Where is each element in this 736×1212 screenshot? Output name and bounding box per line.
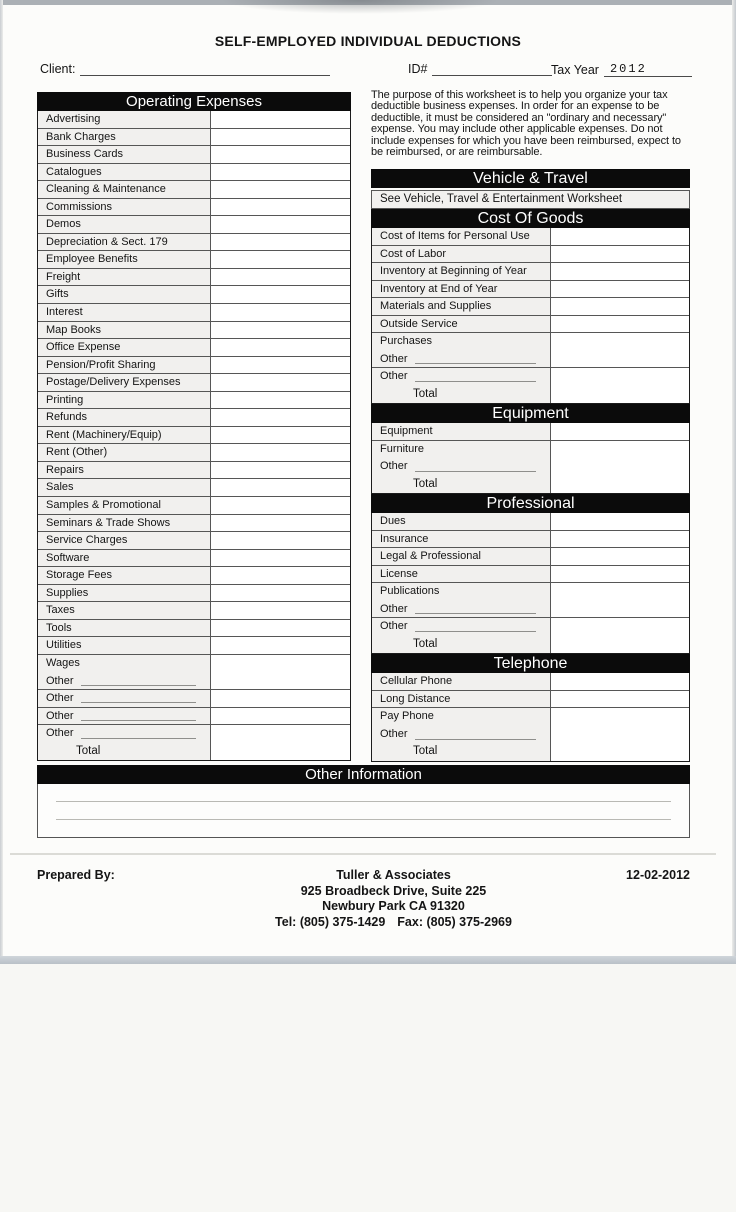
expense-label: Postage/Delivery Expenses <box>38 374 211 391</box>
expense-label: Utilities <box>38 637 211 654</box>
cost-of-goods-amount-cell[interactable] <box>551 298 689 315</box>
preparer-block <box>207 868 580 930</box>
expense-label: Catalogues <box>38 164 211 181</box>
equipment-label: Equipment <box>372 423 551 440</box>
other-label: Other <box>46 709 74 722</box>
professional-label: Insurance <box>372 531 551 548</box>
professional-label: Dues <box>372 513 551 530</box>
professional-amount-cell[interactable] <box>551 513 689 530</box>
expense-row <box>38 567 350 585</box>
expense-amount-cell[interactable] <box>211 374 350 391</box>
equipment-row <box>372 423 689 441</box>
intro-paragraph: The purpose of this worksheet is to help you organize your tax deductible business expenses. In order for an expense to be deductible, it must be considered an "ordinary and necessary" expense. You may include other applicable expenses. Do not include expenses for which you have been reimbursed, expect to be reimbursed, or are reimbursable. <box>371 89 681 159</box>
other-label: Other <box>380 620 408 632</box>
expense-row <box>38 427 350 445</box>
expense-label: Pension/Profit Sharing <box>38 357 211 374</box>
expense-label: Advertising <box>38 111 211 128</box>
professional-amount-cell[interactable] <box>551 566 689 583</box>
equipment-header: Equipment <box>371 404 690 423</box>
expense-label: Taxes <box>38 602 211 619</box>
cost-of-goods-label: Materials and Supplies <box>372 298 551 315</box>
cost-of-goods-other-row <box>372 351 689 369</box>
total-amount-cell[interactable] <box>551 476 689 494</box>
expense-amount-cell[interactable] <box>211 690 350 707</box>
expense-row <box>38 515 350 533</box>
other-information-writein-line[interactable] <box>56 801 671 802</box>
operating-expenses-header: Operating Expenses <box>37 92 351 111</box>
other-label: Other <box>380 460 408 472</box>
expense-amount-cell[interactable] <box>211 286 350 303</box>
expense-amount-cell[interactable] <box>211 550 350 567</box>
expense-amount-cell[interactable] <box>211 497 350 514</box>
expense-amount-cell[interactable] <box>211 392 350 409</box>
expense-row <box>38 444 350 462</box>
cost-of-goods-row <box>372 298 689 316</box>
scan-shadow-artifact <box>180 0 540 20</box>
expense-amount-cell[interactable] <box>211 532 350 549</box>
expense-label: Interest <box>38 304 211 321</box>
other-information-header: Other Information <box>37 765 690 784</box>
operating-expenses-section <box>37 92 351 761</box>
professional-amount-cell[interactable] <box>551 601 689 618</box>
professional-row <box>372 531 689 549</box>
expense-amount-cell[interactable] <box>211 322 350 339</box>
expense-amount-cell[interactable] <box>211 181 350 198</box>
expense-row <box>38 304 350 322</box>
expense-label: Office Expense <box>38 339 211 356</box>
cost-of-goods-other-row <box>372 368 689 386</box>
expense-label: Demos <box>38 216 211 233</box>
other-writein-line[interactable] <box>81 674 196 686</box>
cost-of-goods-table <box>371 228 690 404</box>
expense-label: Wages <box>38 655 211 673</box>
expense-amount-cell[interactable] <box>211 111 350 128</box>
expense-label: Map Books <box>38 322 211 339</box>
expense-row <box>38 251 350 269</box>
scan-fold-line <box>10 853 716 855</box>
telephone-label: Pay Phone <box>372 708 551 726</box>
professional-table <box>371 513 690 654</box>
other-writein-line[interactable] <box>81 691 196 703</box>
other-label: Other <box>46 727 74 740</box>
expense-label: Freight <box>38 269 211 286</box>
telephone-row <box>372 691 689 709</box>
professional-other-row <box>372 618 689 636</box>
equipment-row <box>372 441 689 459</box>
other-label: Other <box>380 352 408 365</box>
cost-of-goods-label: Cost of Items for Personal Use <box>372 228 551 245</box>
expense-amount-cell[interactable] <box>211 479 350 496</box>
tax-year-field <box>551 62 692 77</box>
expense-amount-cell[interactable] <box>211 146 350 163</box>
firm-name: Tuller & Associates <box>336 868 451 882</box>
equipment-total-row <box>372 476 689 494</box>
telephone-header: Telephone <box>371 654 690 673</box>
cost-of-goods-label: Purchases <box>372 333 551 351</box>
telephone-amount-cell[interactable] <box>551 691 689 708</box>
expense-amount-cell[interactable] <box>211 515 350 532</box>
professional-amount-cell[interactable] <box>551 583 689 601</box>
expense-label: Storage Fees <box>38 567 211 584</box>
expense-label: Employee Benefits <box>38 251 211 268</box>
prepared-date: 12-02-2012 <box>626 868 690 882</box>
firm-phone-line <box>207 915 580 931</box>
other-writein-line[interactable] <box>415 619 536 632</box>
other-label: Other <box>380 727 408 740</box>
scan-edge-bottom <box>0 956 736 964</box>
expense-label: Supplies <box>38 585 211 602</box>
firm-address-line1: 925 Broadbeck Drive, Suite 225 <box>300 883 487 898</box>
expense-amount-cell[interactable] <box>211 427 350 444</box>
prepared-by-label: Prepared By: <box>37 868 115 882</box>
cost-of-goods-amount-cell[interactable] <box>551 228 689 245</box>
expense-label: Refunds <box>38 409 211 426</box>
cost-of-goods-amount-cell[interactable] <box>551 368 689 386</box>
expense-row <box>38 164 350 182</box>
expense-label: Cleaning & Maintenance <box>38 181 211 198</box>
cost-of-goods-amount-cell[interactable] <box>551 246 689 263</box>
cost-of-goods-label: Cost of Labor <box>372 246 551 263</box>
firm-fax: Fax: (805) 375-2969 <box>397 914 512 929</box>
cost-of-goods-label: Outside Service <box>372 316 551 333</box>
other-information-writein-line[interactable] <box>56 819 671 820</box>
other-label: Other <box>46 692 74 705</box>
professional-header: Professional <box>371 494 690 513</box>
expense-label: Commissions <box>38 199 211 216</box>
expense-row <box>38 216 350 234</box>
cost-of-goods-row <box>372 246 689 264</box>
professional-row <box>372 566 689 584</box>
expense-label: Rent (Machinery/Equip) <box>38 427 211 444</box>
right-column <box>371 90 690 762</box>
telephone-amount-cell[interactable] <box>551 673 689 690</box>
total-amount-cell[interactable] <box>551 636 689 654</box>
expense-amount-cell[interactable] <box>211 673 350 690</box>
expense-row <box>38 111 350 129</box>
professional-other-row <box>372 601 689 619</box>
expense-label: Bank Charges <box>38 129 211 146</box>
expense-label: Printing <box>38 392 211 409</box>
other-writein-line[interactable] <box>415 369 536 382</box>
total-label: Total <box>372 636 551 654</box>
expense-label: Rent (Other) <box>38 444 211 461</box>
expense-row <box>38 286 350 304</box>
cost-of-goods-row <box>372 228 689 246</box>
total-label: Total <box>372 386 551 404</box>
telephone-amount-cell[interactable] <box>551 726 689 744</box>
professional-amount-cell[interactable] <box>551 531 689 548</box>
expense-row <box>38 532 350 550</box>
vehicle-travel-header: Vehicle & Travel <box>371 169 690 188</box>
equipment-table <box>371 423 690 494</box>
telephone-total-row <box>372 743 689 761</box>
total-label: Total <box>372 743 551 761</box>
expense-label: Service Charges <box>38 532 211 549</box>
expense-label: Software <box>38 550 211 567</box>
cost-of-goods-label: Inventory at End of Year <box>372 281 551 298</box>
expense-row <box>38 234 350 252</box>
expense-row <box>38 269 350 287</box>
other-label: Other <box>46 674 74 687</box>
expense-other-row <box>38 708 350 726</box>
other-label: Other <box>380 602 408 615</box>
scan-edge-left <box>0 0 3 958</box>
expense-total-row <box>38 743 350 761</box>
other-writein-line[interactable] <box>81 726 196 739</box>
client-input-line[interactable] <box>80 62 330 76</box>
expense-amount-cell[interactable] <box>211 269 350 286</box>
total-label: Total <box>38 743 211 761</box>
expense-label: Gifts <box>38 286 211 303</box>
equipment-amount-cell[interactable] <box>551 458 689 476</box>
id-label: ID# <box>408 62 428 76</box>
cost-of-goods-amount-cell[interactable] <box>551 316 689 333</box>
expense-row <box>38 322 350 340</box>
cost-of-goods-row <box>372 281 689 299</box>
equipment-amount-cell[interactable] <box>551 423 689 440</box>
expense-row <box>38 146 350 164</box>
total-label: Total <box>372 476 551 494</box>
other-writein-line[interactable] <box>415 352 536 364</box>
expense-amount-cell[interactable] <box>211 216 350 233</box>
footer <box>37 868 690 930</box>
expense-label: Samples & Promotional <box>38 497 211 514</box>
telephone-row <box>372 673 689 691</box>
cost-of-goods-amount-cell[interactable] <box>551 333 689 351</box>
other-writein-line[interactable] <box>415 727 536 740</box>
expense-amount-cell[interactable] <box>211 251 350 268</box>
expense-other-row <box>38 725 350 743</box>
expense-row <box>38 339 350 357</box>
expense-amount-cell[interactable] <box>211 655 350 673</box>
client-field <box>40 62 330 76</box>
other-writein-line[interactable] <box>415 459 536 472</box>
telephone-label: Cellular Phone <box>372 673 551 690</box>
cost-of-goods-total-row <box>372 386 689 404</box>
form-title: SELF-EMPLOYED INDIVIDUAL DEDUCTIONS <box>214 33 522 49</box>
professional-label: Legal & Professional <box>372 548 551 565</box>
expense-label: Tools <box>38 620 211 637</box>
expense-amount-cell[interactable] <box>211 637 350 654</box>
cost-of-goods-amount-cell[interactable] <box>551 281 689 298</box>
firm-tel: Tel: (805) 375-1429 <box>275 914 386 929</box>
expense-amount-cell[interactable] <box>211 409 350 426</box>
expense-amount-cell[interactable] <box>211 567 350 584</box>
expense-row <box>38 550 350 568</box>
expense-amount-cell[interactable] <box>211 357 350 374</box>
telephone-amount-cell[interactable] <box>551 708 689 726</box>
expense-row <box>38 199 350 217</box>
other-information-section <box>37 765 690 838</box>
cost-of-goods-amount-cell[interactable] <box>551 351 689 368</box>
expense-row <box>38 129 350 147</box>
scan-edge-right <box>732 0 736 958</box>
professional-label: Publications <box>372 583 551 601</box>
expense-label: Business Cards <box>38 146 211 163</box>
cost-of-goods-row <box>372 333 689 351</box>
expense-amount-cell[interactable] <box>211 129 350 146</box>
other-writein-line[interactable] <box>81 709 196 721</box>
professional-amount-cell[interactable] <box>551 618 689 636</box>
cost-of-goods-header: Cost Of Goods <box>371 209 690 228</box>
expense-row <box>38 357 350 375</box>
cost-of-goods-row <box>372 316 689 334</box>
id-field <box>408 62 552 76</box>
cost-of-goods-row <box>372 263 689 281</box>
expense-amount-cell[interactable] <box>211 164 350 181</box>
other-writein-line[interactable] <box>415 602 536 614</box>
expense-amount-cell[interactable] <box>211 602 350 619</box>
telephone-other-row <box>372 726 689 744</box>
professional-row <box>372 513 689 531</box>
expense-row <box>38 462 350 480</box>
expense-amount-cell[interactable] <box>211 339 350 356</box>
expense-row <box>38 655 350 673</box>
tax-year-label: Tax Year <box>551 63 599 77</box>
expense-row <box>38 374 350 392</box>
expense-row <box>38 181 350 199</box>
expense-label: Repairs <box>38 462 211 479</box>
expense-amount-cell[interactable] <box>211 585 350 602</box>
telephone-row <box>372 708 689 726</box>
equipment-label: Furniture <box>372 441 551 459</box>
total-amount-cell[interactable] <box>551 743 689 761</box>
id-input-line[interactable] <box>432 62 552 76</box>
expense-row <box>38 479 350 497</box>
expense-amount-cell[interactable] <box>211 620 350 637</box>
professional-total-row <box>372 636 689 654</box>
cost-of-goods-label: Inventory at Beginning of Year <box>372 263 551 280</box>
professional-label: License <box>372 566 551 583</box>
expense-amount-cell[interactable] <box>211 462 350 479</box>
expense-amount-cell[interactable] <box>211 304 350 321</box>
telephone-label: Long Distance <box>372 691 551 708</box>
tax-year-value[interactable]: 2012 <box>604 62 692 77</box>
expense-amount-cell[interactable] <box>211 725 350 743</box>
expense-row <box>38 602 350 620</box>
professional-row <box>372 548 689 566</box>
expense-label: Depreciation & Sect. 179 <box>38 234 211 251</box>
equipment-other-row <box>372 458 689 476</box>
firm-address-line2: Newbury Park CA 91320 <box>322 899 465 913</box>
professional-amount-cell[interactable] <box>551 548 689 565</box>
expense-row <box>38 409 350 427</box>
expense-amount-cell[interactable] <box>211 199 350 216</box>
expense-row <box>38 637 350 655</box>
vehicle-travel-note: See Vehicle, Travel & Entertainment Worksheet <box>371 190 690 209</box>
other-label: Other <box>380 370 408 382</box>
client-label: Client: <box>40 62 76 76</box>
expense-row <box>38 620 350 638</box>
expense-row <box>38 585 350 603</box>
expense-label: Seminars & Trade Shows <box>38 515 211 532</box>
expense-amount-cell[interactable] <box>211 708 350 725</box>
total-amount-cell[interactable] <box>211 743 350 761</box>
expense-row <box>38 392 350 410</box>
expense-other-row <box>38 673 350 691</box>
professional-row <box>372 583 689 601</box>
operating-expenses-table <box>37 111 351 761</box>
expense-amount-cell[interactable] <box>211 444 350 461</box>
cost-of-goods-amount-cell[interactable] <box>551 263 689 280</box>
equipment-amount-cell[interactable] <box>551 441 689 459</box>
expense-label: Sales <box>38 479 211 496</box>
expense-row <box>38 497 350 515</box>
expense-other-row <box>38 690 350 708</box>
total-amount-cell[interactable] <box>551 386 689 404</box>
telephone-table <box>371 673 690 762</box>
other-information-box <box>37 784 690 838</box>
expense-amount-cell[interactable] <box>211 234 350 251</box>
